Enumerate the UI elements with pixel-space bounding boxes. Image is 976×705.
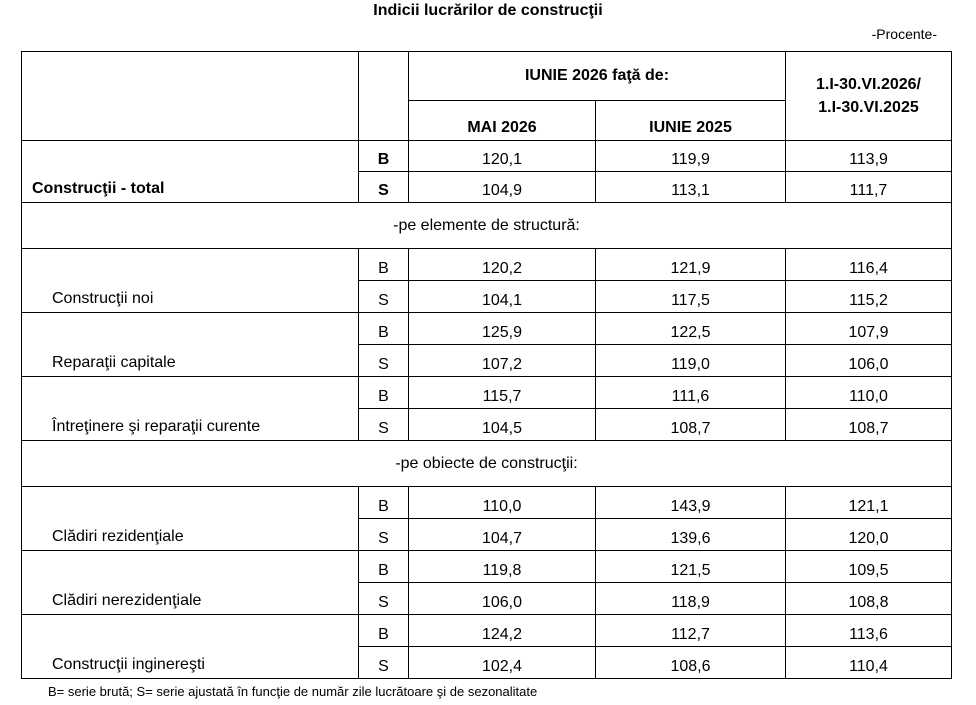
value-col1: 104,9 — [409, 172, 596, 203]
header-col1: MAI 2026 — [409, 101, 596, 141]
value-col3: 110,0 — [786, 377, 952, 409]
header-col2: IUNIE 2025 — [596, 101, 786, 141]
value-col3: 115,2 — [786, 281, 952, 313]
serie-cell: B — [359, 313, 409, 345]
row-label: Construcţii noi — [22, 249, 359, 313]
index-table — [21, 51, 952, 679]
header-col3-line2: 1.I-30.VI.2025 — [818, 99, 919, 116]
value-col3: 113,6 — [786, 615, 952, 647]
value-col3: 121,1 — [786, 487, 952, 519]
value-col2: 122,5 — [596, 313, 786, 345]
serie-cell: S — [359, 409, 409, 441]
row-label: Reparaţii capitale — [22, 313, 359, 377]
value-col2: 121,9 — [596, 249, 786, 281]
value-col1: 104,7 — [409, 519, 596, 551]
footnote: B= serie brută; S= serie ajustată în funcţie de număr zile lucrătoare şi de sezonalitate — [48, 684, 538, 699]
serie-cell: S — [359, 647, 409, 679]
value-col3: 120,0 — [786, 519, 952, 551]
unit-label: -Procente- — [871, 26, 937, 42]
serie-cell: B — [359, 551, 409, 583]
value-col1: 125,9 — [409, 313, 596, 345]
value-col1: 115,7 — [409, 377, 596, 409]
header-serie-cell — [359, 52, 409, 141]
value-col1: 104,1 — [409, 281, 596, 313]
serie-cell: S — [359, 281, 409, 313]
row-label: Construcţii - total — [22, 141, 359, 203]
serie-cell: S — [359, 583, 409, 615]
serie-cell: S — [359, 345, 409, 377]
value-col1: 119,8 — [409, 551, 596, 583]
value-col3: 106,0 — [786, 345, 952, 377]
section-row — [22, 441, 952, 487]
serie-cell: B — [359, 377, 409, 409]
value-col3: 113,9 — [786, 141, 952, 172]
value-col1: 120,2 — [409, 249, 596, 281]
value-col2: 111,6 — [596, 377, 786, 409]
value-col3: 108,7 — [786, 409, 952, 441]
section-title: -pe obiecte de construcţii: — [22, 441, 952, 487]
value-col2: 117,5 — [596, 281, 786, 313]
value-col2: 118,9 — [596, 583, 786, 615]
value-col2: 139,6 — [596, 519, 786, 551]
section-title: -pe elemente de structură: — [22, 203, 952, 249]
value-col2: 143,9 — [596, 487, 786, 519]
page-title: Indicii lucrărilor de construcţii — [373, 2, 603, 19]
serie-cell: B — [359, 615, 409, 647]
value-col2: 119,0 — [596, 345, 786, 377]
value-col3: 116,4 — [786, 249, 952, 281]
serie-cell: S — [359, 172, 409, 203]
value-col3: 111,7 — [786, 172, 952, 203]
value-col2: 113,1 — [596, 172, 786, 203]
table-row — [22, 551, 952, 583]
row-label: Construcţii inginereşti — [22, 615, 359, 679]
value-col2: 112,7 — [596, 615, 786, 647]
table-row — [22, 313, 952, 345]
value-col3: 108,8 — [786, 583, 952, 615]
value-col2: 108,6 — [596, 647, 786, 679]
value-col1: 102,4 — [409, 647, 596, 679]
header-col3 — [786, 52, 952, 141]
value-col1: 124,2 — [409, 615, 596, 647]
table-row — [22, 487, 952, 519]
value-col1: 104,5 — [409, 409, 596, 441]
value-col3: 107,9 — [786, 313, 952, 345]
value-col3: 110,4 — [786, 647, 952, 679]
section-row — [22, 203, 952, 249]
value-col2: 119,9 — [596, 141, 786, 172]
row-label: Întreţinere şi reparaţii curente — [22, 377, 359, 441]
value-col1: 106,0 — [409, 583, 596, 615]
table-row — [22, 615, 952, 647]
serie-cell: B — [359, 249, 409, 281]
table-header — [22, 52, 952, 141]
table-row — [22, 249, 952, 281]
value-col1: 107,2 — [409, 345, 596, 377]
table-body — [22, 141, 952, 679]
value-col2: 121,5 — [596, 551, 786, 583]
table-row — [22, 377, 952, 409]
serie-cell: B — [359, 487, 409, 519]
header-blank-cell — [22, 52, 359, 141]
value-col1: 110,0 — [409, 487, 596, 519]
header-col3-line1: 1.I-30.VI.2026/ — [816, 76, 921, 93]
row-label: Clădiri rezidenţiale — [22, 487, 359, 551]
serie-cell: B — [359, 141, 409, 172]
value-col3: 109,5 — [786, 551, 952, 583]
row-label: Clădiri nerezidenţiale — [22, 551, 359, 615]
value-col1: 120,1 — [409, 141, 596, 172]
serie-cell: S — [359, 519, 409, 551]
table-row — [22, 141, 952, 172]
header-group: IUNIE 2026 faţă de: — [409, 52, 786, 101]
value-col2: 108,7 — [596, 409, 786, 441]
